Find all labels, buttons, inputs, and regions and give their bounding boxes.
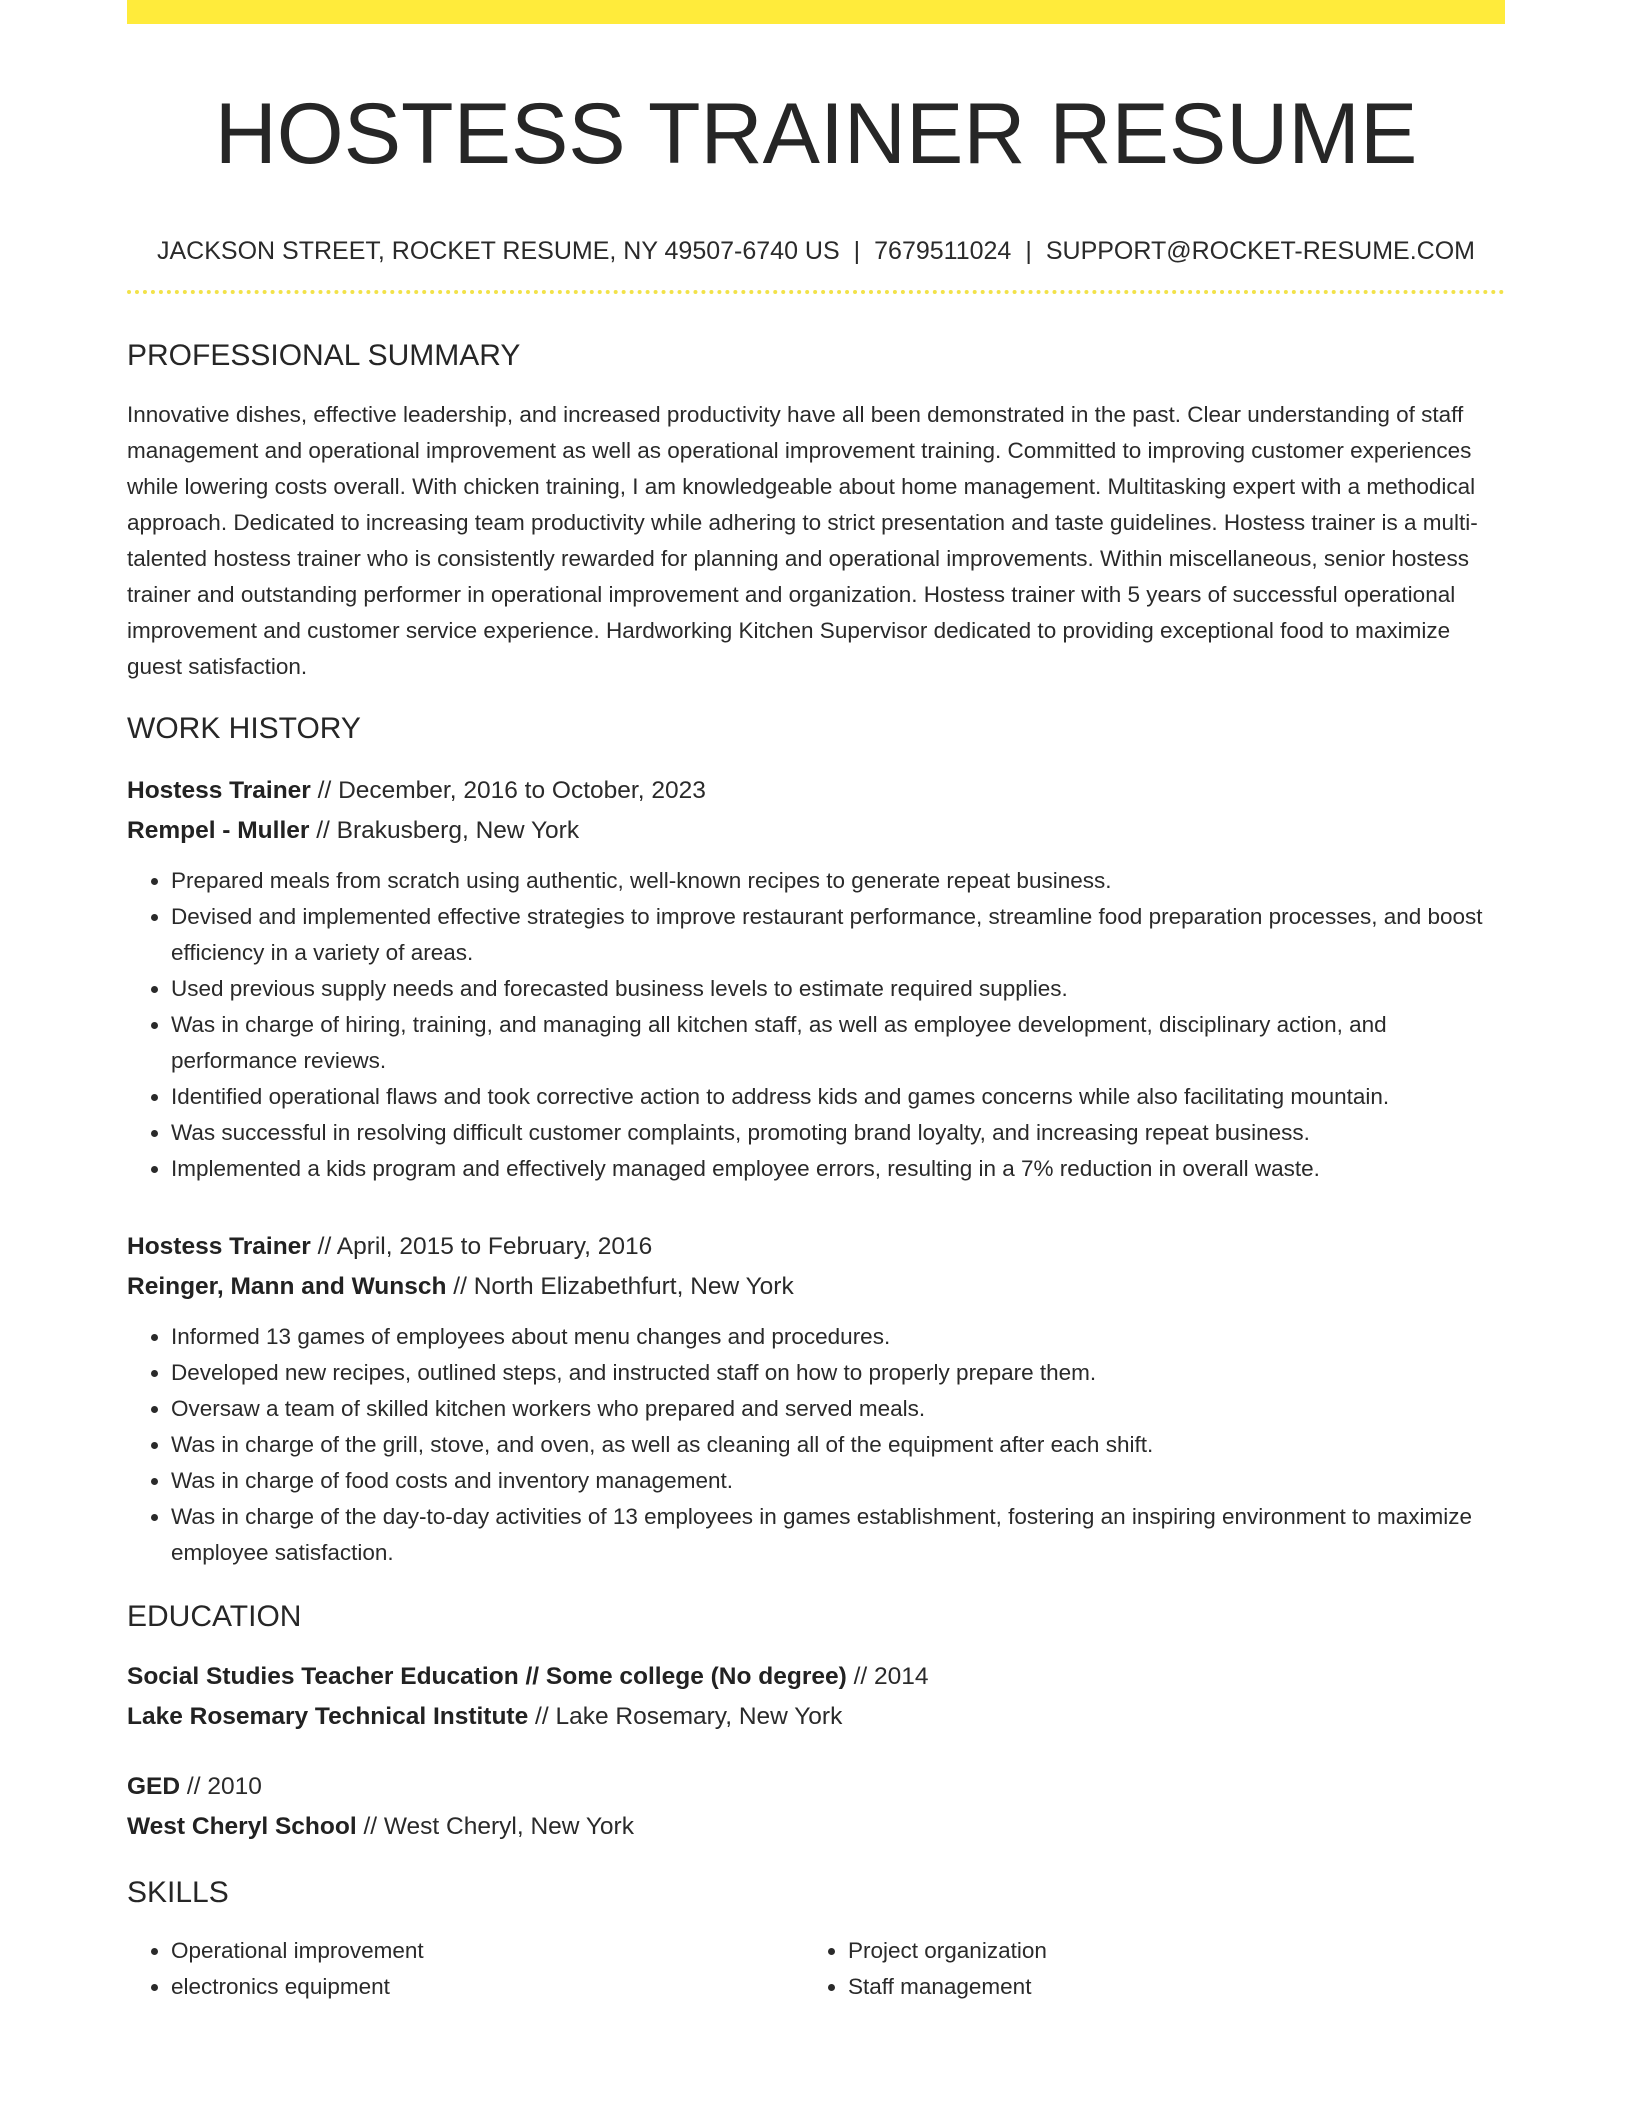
contact-email: SUPPORT@ROCKET-RESUME.COM (1045, 237, 1475, 265)
contact-phone: 7679511024 (874, 237, 1012, 265)
job-duty: • Informed 13 games of employees about menu changes and procedures. (171, 1319, 1505, 1355)
education-school: West Cheryl School (127, 1813, 357, 1840)
resume-page (127, 0, 1505, 2005)
job-duty: • Was in charge of hiring, training, and managing all kitchen staff, as well as employee development, disciplinary action, and performance reviews. (171, 1007, 1505, 1079)
field-separator: // (846, 1663, 874, 1690)
summary-text: Innovative dishes, effective leadership, and increased productivity have all been demonstrated in the past. Clear understanding of staff management and operational improvement as well as operational improvement training. Committed to improving customer experiences while lowering costs overall. With chicken training, I am knowledgeable about home management. Multitasking expert with a methodical approach. Dedicated to increasing team productivity while adhering to strict presentation and taste guidelines. Hostess trainer is a multi-talented hostess trainer who is consistently rewarded for planning and operational improvements. Within miscellaneous, senior hostess trainer and outstanding performer in operational improvement and organization. Hostess trainer with 5 years of successful operational improvement and customer service experience. Hardworking Kitchen Supervisor dedicated to providing exceptional food to maximize guest satisfaction. (127, 402, 1478, 679)
contact-separator: | (853, 237, 861, 265)
field-separator: // (310, 777, 339, 804)
top-accent-bar (127, 0, 1505, 24)
job-duty: • Identified operational flaws and took corrective action to address kids and games concerns while also facilitating mountain. (171, 1079, 1505, 1115)
job-duty: • Devised and implemented effective strategies to improve restaurant performance, streamline food preparation processes, and boost efficiency in a variety of areas. (171, 899, 1505, 971)
skills-list-left (127, 1933, 804, 2005)
education-location: Lake Rosemary, New York (555, 1703, 843, 1730)
job-entry (127, 1227, 1505, 1571)
skill-item: • Operational improvement (171, 1933, 804, 1969)
job-duties-list (127, 863, 1505, 1187)
job-company-line (127, 1267, 1505, 1307)
education-school-line (127, 1697, 1505, 1737)
field-separator: // (446, 1273, 474, 1300)
job-duty: • Oversaw a team of skilled kitchen workers who prepared and served meals. (171, 1391, 1505, 1427)
job-duty: • Prepared meals from scratch using authentic, well-known recipes to generate repeat business. (171, 863, 1505, 899)
summary-heading: PROFESSIONAL SUMMARY (127, 339, 521, 372)
job-title: Hostess Trainer (127, 777, 311, 804)
education-heading: EDUCATION (127, 1600, 302, 1633)
contact-address: JACKSON STREET, ROCKET RESUME, NY 49507-6740 US (157, 237, 840, 265)
job-title-line (127, 771, 1505, 811)
education-school-line (127, 1807, 1505, 1847)
field-separator: // (309, 817, 337, 844)
job-title: Hostess Trainer (127, 1233, 311, 1260)
job-entry (127, 771, 1505, 1187)
skill-item: • Project organization (848, 1933, 1481, 1969)
job-duty: • Was successful in resolving difficult customer complaints, promoting brand loyalty, and increasing repeat business. (171, 1115, 1505, 1151)
skill-item: • electronics equipment (171, 1969, 804, 2005)
contact-separator: | (1025, 237, 1032, 265)
education-year: 2010 (207, 1773, 262, 1800)
job-dates: December, 2016 to October, 2023 (338, 777, 706, 804)
job-title-line (127, 1227, 1505, 1267)
education-entry (127, 1767, 1505, 1847)
education-degree: GED (127, 1773, 181, 1800)
education-year: 2014 (874, 1663, 929, 1690)
job-duty: • Implemented a kids program and effectively managed employee errors, resulting in a 7% reduction in overall waste. (171, 1151, 1505, 1187)
field-separator: // (356, 1813, 384, 1840)
field-separator: // (528, 1703, 556, 1730)
job-duty: • Developed new recipes, outlined steps, and instructed staff on how to properly prepare them. (171, 1355, 1505, 1391)
education-school: Lake Rosemary Technical Institute (127, 1703, 529, 1730)
contact-line (127, 236, 1505, 266)
job-company: Rempel - Muller (127, 817, 310, 844)
job-duties-list (127, 1319, 1505, 1571)
education-degree: Social Studies Teacher Education // Some college (No degree) (127, 1663, 847, 1690)
education-degree-line (127, 1767, 1505, 1807)
education-degree-line (127, 1657, 1505, 1697)
job-duty: • Was in charge of the day-to-day activities of 13 employees in games establishment, fostering an inspiring environment to maximize employee satisfaction. (171, 1499, 1505, 1571)
skills-list-right (804, 1933, 1481, 2005)
job-company-line (127, 811, 1505, 851)
job-dates: April, 2015 to February, 2016 (336, 1233, 653, 1260)
education-location: West Cheryl, New York (383, 1813, 634, 1840)
job-company: Reinger, Mann and Wunsch (127, 1273, 447, 1300)
skills-columns (127, 1933, 1505, 2005)
dotted-divider (127, 290, 1505, 294)
field-separator: // (310, 1233, 337, 1260)
resume-title: HOSTESS TRAINER RESUME (214, 86, 1418, 182)
skill-item: • Staff management (848, 1969, 1481, 2005)
job-location: Brakusberg, New York (336, 817, 580, 844)
job-location: North Elizabethfurt, New York (473, 1273, 794, 1300)
job-duty: • Was in charge of the grill, stove, and oven, as well as cleaning all of the equipment after each shift. (171, 1427, 1505, 1463)
job-duty: • Was in charge of food costs and inventory management. (171, 1463, 1505, 1499)
education-entry (127, 1657, 1505, 1737)
job-duty: • Used previous supply needs and forecasted business levels to estimate required supplies. (171, 971, 1505, 1007)
skills-heading: SKILLS (127, 1876, 229, 1909)
work-history-heading: WORK HISTORY (127, 712, 361, 745)
field-separator: // (180, 1773, 208, 1800)
